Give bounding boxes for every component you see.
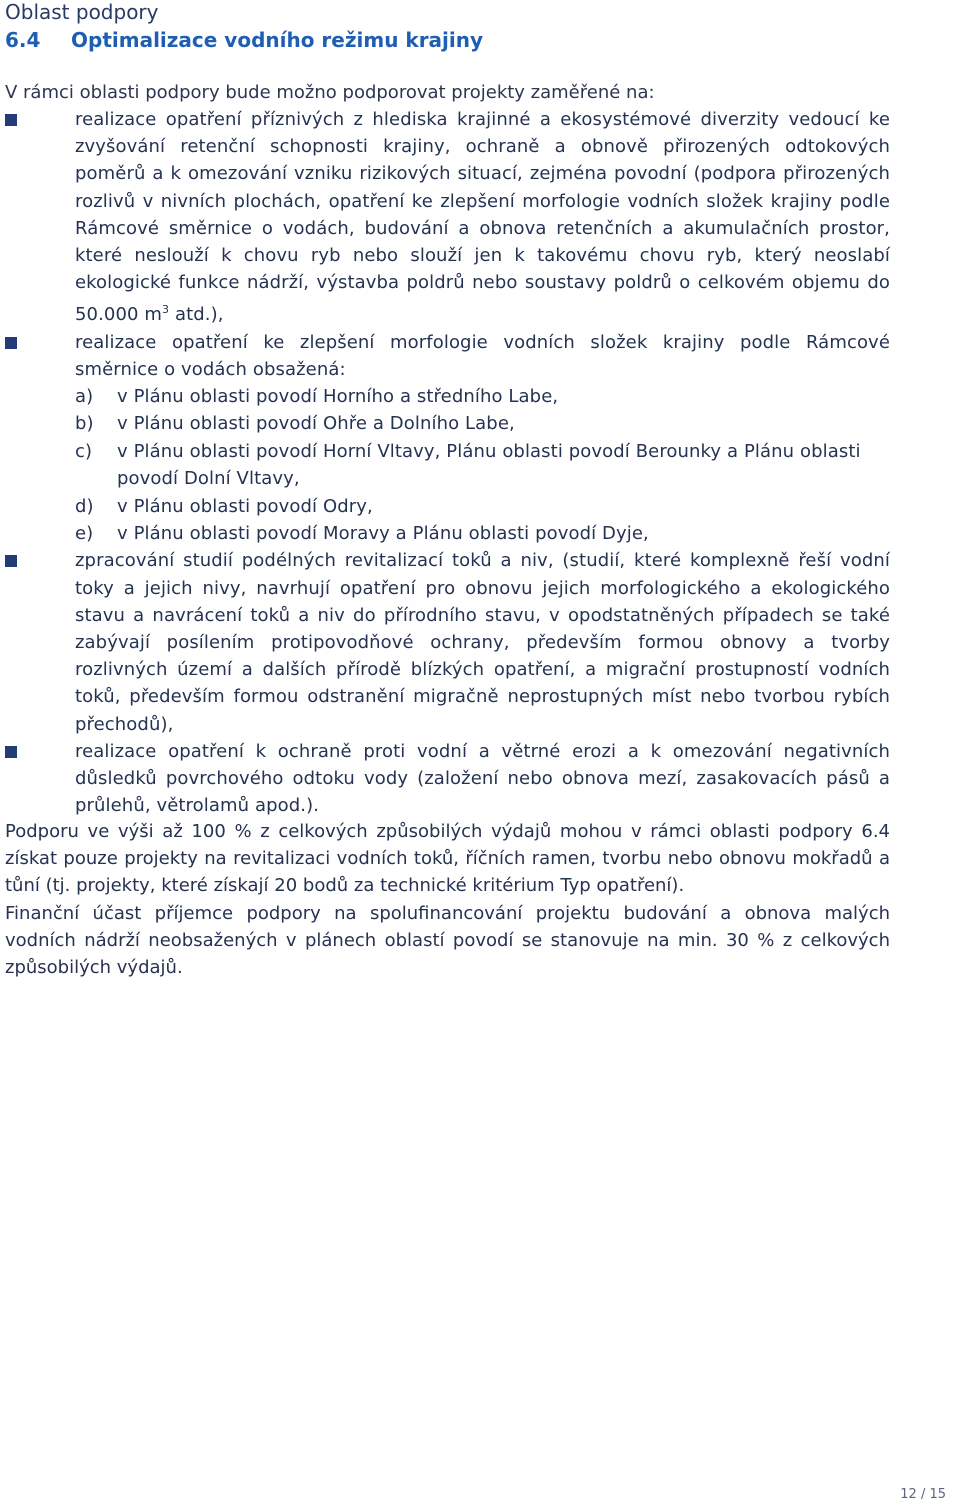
sub-list-item [75, 493, 890, 520]
footer-divider [876, 1484, 948, 1485]
section-title-text: Optimalizace vodního režimu krajiny [71, 28, 484, 52]
sub-item-letter: d) [75, 495, 94, 517]
sub-item-text: v Plánu oblasti povodí Ohře a Dolního Labe, [117, 413, 515, 435]
list-item [5, 106, 890, 329]
support-project-list [5, 106, 890, 820]
sub-item-text: v Plánu oblasti povodí Moravy a Plánu oblasti povodí Dyje, [117, 523, 649, 545]
list-item-text-end: atd.), [169, 304, 224, 326]
sub-item-letter: c) [75, 440, 93, 462]
square-bullet-icon [5, 337, 17, 349]
sub-list-item [75, 383, 890, 410]
body-paragraphs [5, 818, 890, 981]
list-item [5, 329, 890, 548]
square-bullet-icon [5, 114, 17, 126]
sub-list-item [75, 438, 890, 493]
square-bullet-icon [5, 746, 17, 758]
sub-item-letter: b) [75, 413, 94, 435]
list-item-text: realizace opatření ke zlepšení morfologie vodních složek krajiny podle Rámcové směrnice o vodách obsažená: [75, 331, 890, 380]
sub-item-letter: a) [75, 386, 94, 408]
sub-item-text: v Plánu oblasti povodí Odry, [117, 495, 373, 517]
list-item [5, 547, 890, 737]
section-number: 6.4 [5, 28, 41, 52]
sub-item-text: v Plánu oblasti povodí Horní Vltavy, Plánu oblasti povodí Berounky a Plánu oblasti povodí Dolní Vltavy, [117, 440, 861, 490]
list-item [5, 738, 890, 820]
section-header [5, 0, 905, 54]
sub-list-item [75, 410, 890, 437]
superscript: 3 [162, 303, 170, 317]
section-label: Oblast podpory [5, 0, 159, 24]
list-item-text: zpracování studií podélných revitalizací toků a niv, (studií, které komplexně řeší vodní toky a jejich nivy, navrhují opatření pro obnovu jejich morfologického a ekologického stavu a navrácení toků a niv do přírodního stavu, v opodstatněných případech se také zabývají posílením protipovodňové ochrany, především formou obnovy a tvorby rozlivných území a dalších přírodě blízkých opatření, a migrační prostupností vodních toků, především formou odstranění migračně neprostupných míst nebo tvorbou rybích přechodů), [75, 550, 890, 735]
sub-item-letter: e) [75, 523, 94, 545]
list-item-text: realizace opatření k ochraně proti vodní a větrné erozi a k omezování negativních důsledků povrchového odtoku vody (založení nebo obnova mezí, zasakovacích pásů a průlehů, větrolamů apod.). [75, 740, 890, 817]
square-bullet-icon [5, 555, 17, 567]
river-basin-plan-list [75, 383, 890, 547]
support-rate-paragraph: Podporu ve výši až 100 % z celkových způsobilých výdajů mohou v rámci oblasti podpory 6.4 získat pouze projekty na revitalizaci vodních toků, říčních ramen, tvorbu nebo obnovu mokřadů a tůní (tj. projekty, které získají 20 bodů za technické kritérium Typ opatření). [5, 821, 890, 897]
intro-text: V rámci oblasti podpory bude možno podporovat projekty zaměřené na: [5, 82, 655, 103]
page-number: 12 / 15 [900, 1487, 946, 1502]
sub-list-item [75, 520, 890, 547]
cofinancing-paragraph: Finanční účast příjemce podpory na spolufinancování projektu budování a obnova malých vodních nádrží neobsažených v plánech oblastí povodí se stanovuje na min. 30 % z celkových způsobilých výdajů. [5, 902, 890, 979]
section-title [5, 26, 905, 54]
list-item-text: realizace opatření příznivých z hlediska krajinné a ekosystémové diverzity vedoucí ke zvyšování retenční schopnosti krajiny, ochraně a obnově přirozených odtokových poměrů a k omezování vzniku rizikových situací, zejména povodní (podpora přirozených rozlivů v nivních plochách, opatření ke zlepšení morfologie vodních složek krajiny podle Rámcové směrnice o vodách, budování a obnova retenčních a akumulačních prostor, které neslouží k chovu ryb nebo slouží jen k takovému chovu ryb, který neoslabí ekologické funkce nádrží, výstavba poldrů nebo soustavy poldrů o celkovém objemu do 50.000 m [75, 109, 890, 326]
sub-item-text: v Plánu oblasti povodí Horního a středního Labe, [117, 386, 559, 408]
